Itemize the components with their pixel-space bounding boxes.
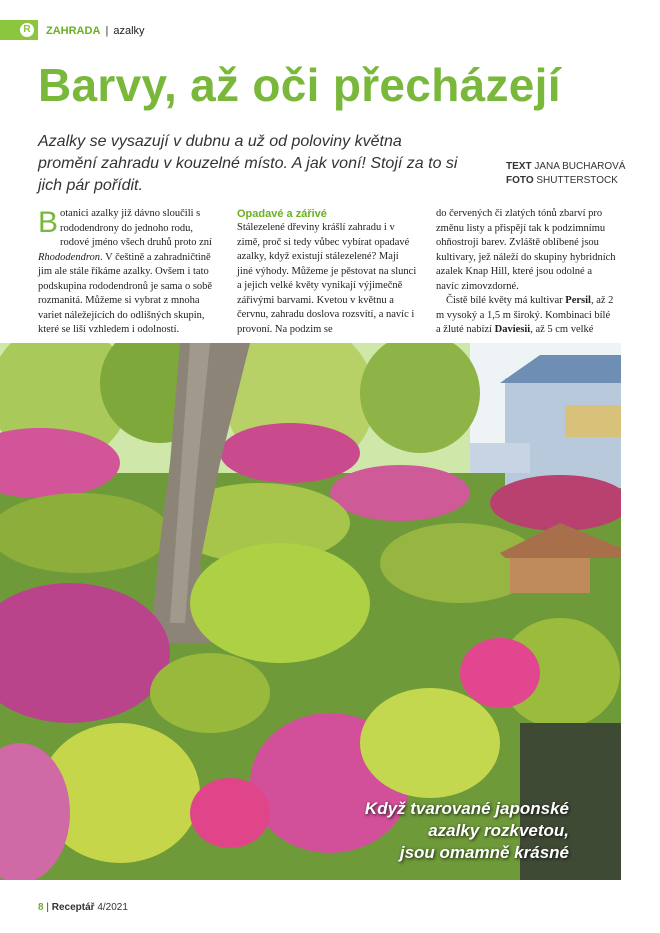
footer-separator: | (46, 902, 49, 913)
article-lead: Azalky se vysazují v dubnu a už od poloviny května promění zahradu v kouzelné místo. A jak voní! Stojí za to si jich pár pořídit. (38, 133, 458, 194)
photo-credit-name: SHUTTERSTOCK (536, 175, 618, 186)
col1-text-b: . V češtině a zahradničtině jim ale stále říkáme azalky. Ovšem i tato podskupina rododendronů je sama o sobě rozmanitá. Můžeme si vybrat z mnoha variet náležejících do odlišných skupin, které se liší vzhledem i odolností. (38, 251, 213, 335)
drop-cap: B (38, 206, 59, 239)
section-name: ZAHRADA (46, 25, 101, 37)
subheading: Opadavé a zářivé (237, 208, 327, 220)
page-number: 8 (38, 902, 44, 913)
col1-text-italic: Rhododendron (38, 251, 101, 263)
text-credit-name: JANA BUCHAROVÁ (534, 161, 626, 172)
col1-text-a: otanici azalky již dávno sloučili s rododendrony do jednoho rodu, rodové jméno všech druhů proto zní (60, 208, 212, 248)
cultivar-persil: Persil (565, 295, 591, 306)
garden-photo (0, 343, 621, 880)
receptar-logo-icon: R (20, 23, 34, 37)
section-label (46, 25, 145, 37)
col3-text-a: Čistě bílé květy má kultivar (446, 295, 566, 306)
col3-paragraph-2 (436, 294, 616, 338)
body-column-1 (38, 207, 218, 338)
issue-number: 4/2021 (97, 902, 128, 913)
col2-paragraph: Stálezelené dřeviny krášlí zahradu i v zimě, proč si tedy vůbec vybírat opadavé azalky, když existují stálezelené? Mají jiné výhody. Můžeme je pěstovat na slunci a jejich velké květy vynikají výjimečně zářivými barvami. Kvetou v květnu a červnu, zahradu doslova rozsvítí, a navíc i provoní. Na podzim se (237, 222, 417, 335)
cultivar-daviesii: Daviesii (494, 324, 531, 335)
caption-line-3: jsou omamně krásné (399, 843, 569, 862)
caption-line-2: azalky rozkvetou, (428, 821, 569, 840)
section-tab (0, 20, 38, 40)
caption-line-1: Když tvarované japonské (364, 799, 569, 818)
page-footer (38, 902, 128, 913)
article-title: Barvy, až oči přecházejí (38, 59, 561, 111)
photo-credit-label: FOTO (506, 175, 534, 186)
col3-paragraph-1: do červených či zlatých tónů zbarví pro změnu listy a přispějí tak k podzimnímu ohňostroji barev. Zvláště oblíbené jsou kultivary, jež náleží do skupiny hybridních azalek Knap Hill, které jsou odolné a navíc zimovzdorné. (436, 208, 616, 292)
magazine-name: Receptář (51, 902, 95, 913)
text-credit-label: TEXT (506, 161, 532, 172)
subsection-name: azalky (113, 25, 145, 37)
body-column-3 (436, 207, 616, 338)
photo-caption (365, 798, 569, 864)
body-column-2 (237, 207, 417, 337)
section-separator: | (105, 25, 109, 37)
credits (506, 160, 625, 188)
col3-text-c: , až 5 cm velké (530, 324, 594, 335)
col3-text-b: , až 2 m vysoký a 1,5 m široký. Kombinaci bílé a žluté nabízí (436, 295, 614, 335)
